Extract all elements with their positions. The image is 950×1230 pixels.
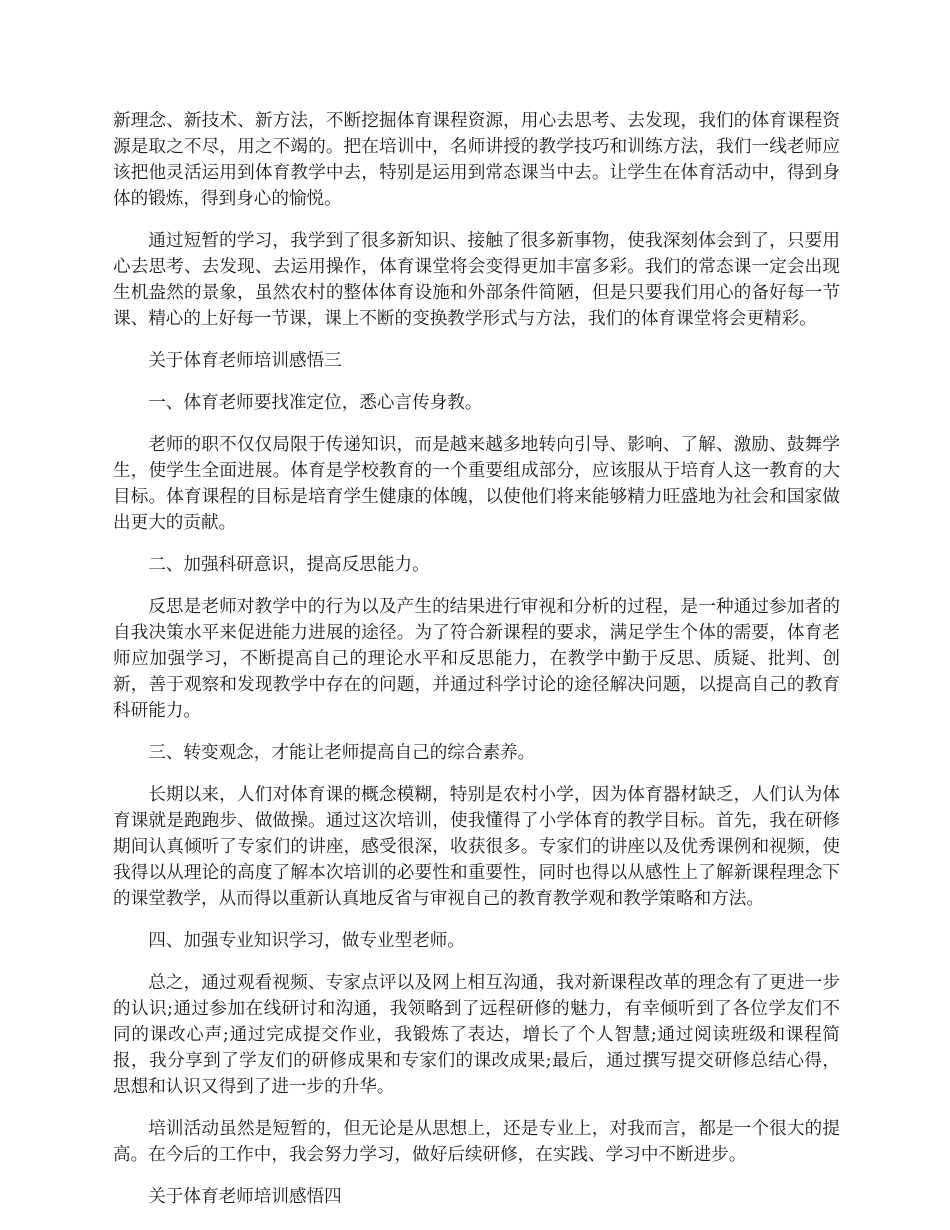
- section-title-four: 关于体育老师培训感悟四: [148, 1187, 342, 1207]
- document-body: [113, 108, 840, 1226]
- point-three-heading: 三、转变观念，才能让老师提高自己的综合素养。: [148, 743, 536, 763]
- paragraph-short-study: 通过短暂的学习，我学到了很多新知识、接触了很多新事物，使我深刻体会到了，只要用心去思考、去发现、去运用操作，体育课堂将会变得更加丰富多彩。我们的常态课一定会出现生机盎然的景象，虽然农村的整体体育设施和外部条件简陋，但是只要我们用心的备好每一节课、精心的上好每一节课，课上不断的变换教学形式与方法，我们的体育课堂将会更精彩。: [113, 231, 840, 329]
- point-four-heading: 四、加强专业知识学习，做专业型老师。: [148, 931, 465, 951]
- section-title-three: 关于体育老师培训感悟三: [148, 351, 342, 371]
- point-one-heading: 一、体育老师要找准定位，悉心言传身教。: [148, 393, 483, 413]
- paragraph-teacher-role: 老师的职不仅仅局限于传递知识，而是越来越多地转向引导、影响、了解、激励、鼓舞学生，使学生全面进展。体育是学校教育的一个重要组成部分，应该服从于培育人这一教育的大目标。体育课程的目标是培育学生健康的体魄，以使他们将来能够精力旺盛地为社会和国家做出更大的贡献。: [113, 435, 840, 533]
- paragraph-conclusion: 培训活动虽然是短暂的，但无论是从思想上，还是专业上，对我而言，都是一个很大的提高。在今后的工作中，我会努力学习，做好后续研修，在实践、学习中不断进步。: [113, 1119, 840, 1165]
- paragraph-intro-continued: 新理念、新技术、新方法，不断挖掘体育课程资源，用心去思考、去发现，我们的体育课程资源是取之不尽，用之不竭的。把在培训中，名师讲授的教学技巧和训练方法，我们一线老师应该把他灵活运用到体育教学中去，特别是运用到常态课当中去。让学生在体育活动中，得到身体的锻炼，得到身心的愉悦。: [113, 111, 840, 209]
- paragraph-reflection: 反思是老师对教学中的行为以及产生的结果进行审视和分析的过程，是一种通过参加者的自我决策水平来促进能力进展的途径。为了符合新课程的要求，满足学生个体的需要，体育老师应加强学习，不断提高自己的理论水平和反思能力，在教学中勤于反思、质疑、批判、创新，善于观察和发现教学中存在的问题，并通过科学讨论的途径解决问题，以提高自己的教育科研能力。: [113, 597, 840, 721]
- point-two-heading: 二、加强科研意识，提高反思能力。: [148, 555, 430, 575]
- paragraph-summary: 总之，通过观看视频、专家点评以及网上相互沟通，我对新课程改革的理念有了更进一步的认识;通过参加在线研讨和沟通，我领略到了远程研修的魅力，有幸倾听到了各位学友们不同的课改心声;通过完成提交作业，我锻炼了表达，增长了个人智慧;通过阅读班级和课程简报，我分享到了学友们的研修成果和专家们的课改成果;最后，通过撰写提交研修总结心得，思想和认识又得到了进一步的升华。: [113, 973, 840, 1097]
- paragraph-change-concept: 长期以来，人们对体育课的概念模糊，特别是农村小学，因为体育器材缺乏，人们认为体育课就是跑跑步、做做操。通过这次培训，使我懂得了小学体育的教学目标。首先，我在研修期间认真倾听了专家们的讲座，感受很深，收获很多。专家们的讲座以及优秀课例和视频，使我得以从理论的高度了解本次培训的必要性和重要性，同时也得以从感性上了解新课程理念下的课堂教学，从而得以重新认真地反省与审视自己的教育教学观和教学策略和方法。: [113, 785, 840, 909]
